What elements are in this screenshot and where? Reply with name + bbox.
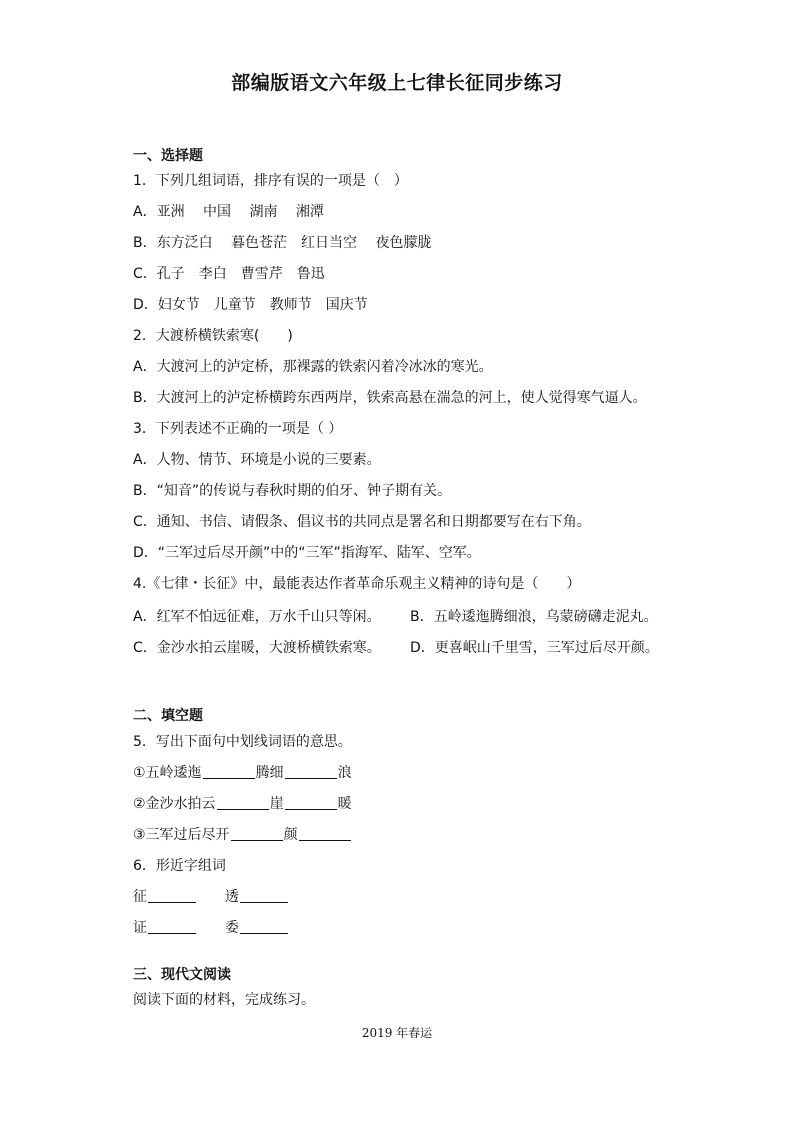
answer-blank[interactable] <box>217 795 269 810</box>
question-3-option-a: A．人物、情节、环境是小说的三要素。 <box>133 452 381 468</box>
question-1-option-a: A．亚洲 中国 湖南 湘潭 <box>133 204 324 220</box>
question-1-option-b: B．东方泛白 暮色苍茫 红日当空 夜色朦胧 <box>133 235 432 251</box>
question-1-option-c: C．孔子 李白 曹雪芹 鲁迅 <box>133 266 325 282</box>
question-4-option-c: C．金沙水拍云崖暖，大渡桥横铁索寒。 <box>133 640 381 656</box>
q5-line2-text-a: ②金沙水拍云 <box>133 796 216 812</box>
question-5-line-2 <box>133 795 352 813</box>
question-3-option-d: D．“三军过后尽开颜”中的“三军”指海军、陆军、空军。 <box>133 545 481 561</box>
answer-blank[interactable] <box>285 764 337 779</box>
q5-line1-text-c: 浪 <box>337 765 352 781</box>
q6-word-2: 透 <box>225 889 239 905</box>
question-5-stem: 5．写出下面句中划线词语的意思。 <box>133 734 352 750</box>
question-3-option-b: B．“知音”的传说与春秋时期的伯牙、钟子期有关。 <box>133 483 452 499</box>
question-6-row-1 <box>133 888 289 906</box>
q5-line1-text-b: 腾细 <box>255 765 284 781</box>
page-footer: 2019 年春运 <box>361 1026 433 1040</box>
question-4-option-d: D．更喜岷山千里雪，三军过后尽开颜。 <box>410 640 659 656</box>
question-4-option-b: B．五岭逶迤腾细浪，乌蒙磅礴走泥丸。 <box>410 609 658 625</box>
section-heading-fill: 二、填空题 <box>133 708 203 724</box>
answer-blank[interactable] <box>285 795 337 810</box>
q5-line2-text-c: 暖 <box>337 796 352 812</box>
question-1-option-d: D．妇女节 儿童节 教师节 国庆节 <box>133 297 368 313</box>
question-5-line-1 <box>133 764 352 782</box>
question-4-stem: 4.《七律・长征》中，最能表达作者革命乐观主义精神的诗句是（ ） <box>133 576 581 592</box>
question-3-stem: 3．下列表述不正确的一项是（ ） <box>133 421 343 437</box>
document-title: 部编版语文六年级上七律长征同步练习 <box>231 72 563 94</box>
question-6-stem: 6．形近字组词 <box>133 858 226 874</box>
q6-word-1: 征 <box>133 889 147 905</box>
answer-blank[interactable] <box>148 888 196 903</box>
answer-blank[interactable] <box>240 888 288 903</box>
q5-line2-text-b: 崖 <box>269 796 284 812</box>
q5-line3-text-a: ③三军过后尽开 <box>133 827 230 843</box>
question-5-line-3 <box>133 826 352 844</box>
answer-blank[interactable] <box>148 919 196 934</box>
section-heading-reading: 三、现代文阅读 <box>133 967 231 983</box>
q6-word-3: 证 <box>133 920 147 936</box>
answer-blank[interactable] <box>299 826 351 841</box>
answer-blank[interactable] <box>231 826 283 841</box>
answer-blank[interactable] <box>203 764 255 779</box>
reading-intro: 阅读下面的材料，完成练习。 <box>133 992 315 1008</box>
question-2-option-b: B．大渡河上的泸定桥横跨东西两岸，铁索高悬在湍急的河上，使人觉得寒气逼人。 <box>133 390 647 406</box>
section-heading-choice: 一、选择题 <box>133 148 203 164</box>
q6-word-4: 委 <box>225 920 239 936</box>
q5-line1-text-a: ①五岭逶迤 <box>133 765 202 781</box>
q5-line3-text-b: 颜 <box>283 827 298 843</box>
answer-blank[interactable] <box>240 919 288 934</box>
question-6-row-2 <box>133 919 289 937</box>
question-1-stem: 1．下列几组词语，排序有误的一项是（ ） <box>133 173 408 189</box>
question-4-option-a: A．红军不怕远征难，万水千山只等闲。 <box>133 609 381 625</box>
question-3-option-c: C．通知、书信、请假条、倡议书的共同点是署名和日期都要写在右下角。 <box>133 514 591 530</box>
question-2-stem: 2．大渡桥横铁索寒( ) <box>133 328 293 344</box>
question-2-option-a: A．大渡河上的泸定桥，那裸露的铁索闪着冷冰冰的寒光。 <box>133 359 493 375</box>
